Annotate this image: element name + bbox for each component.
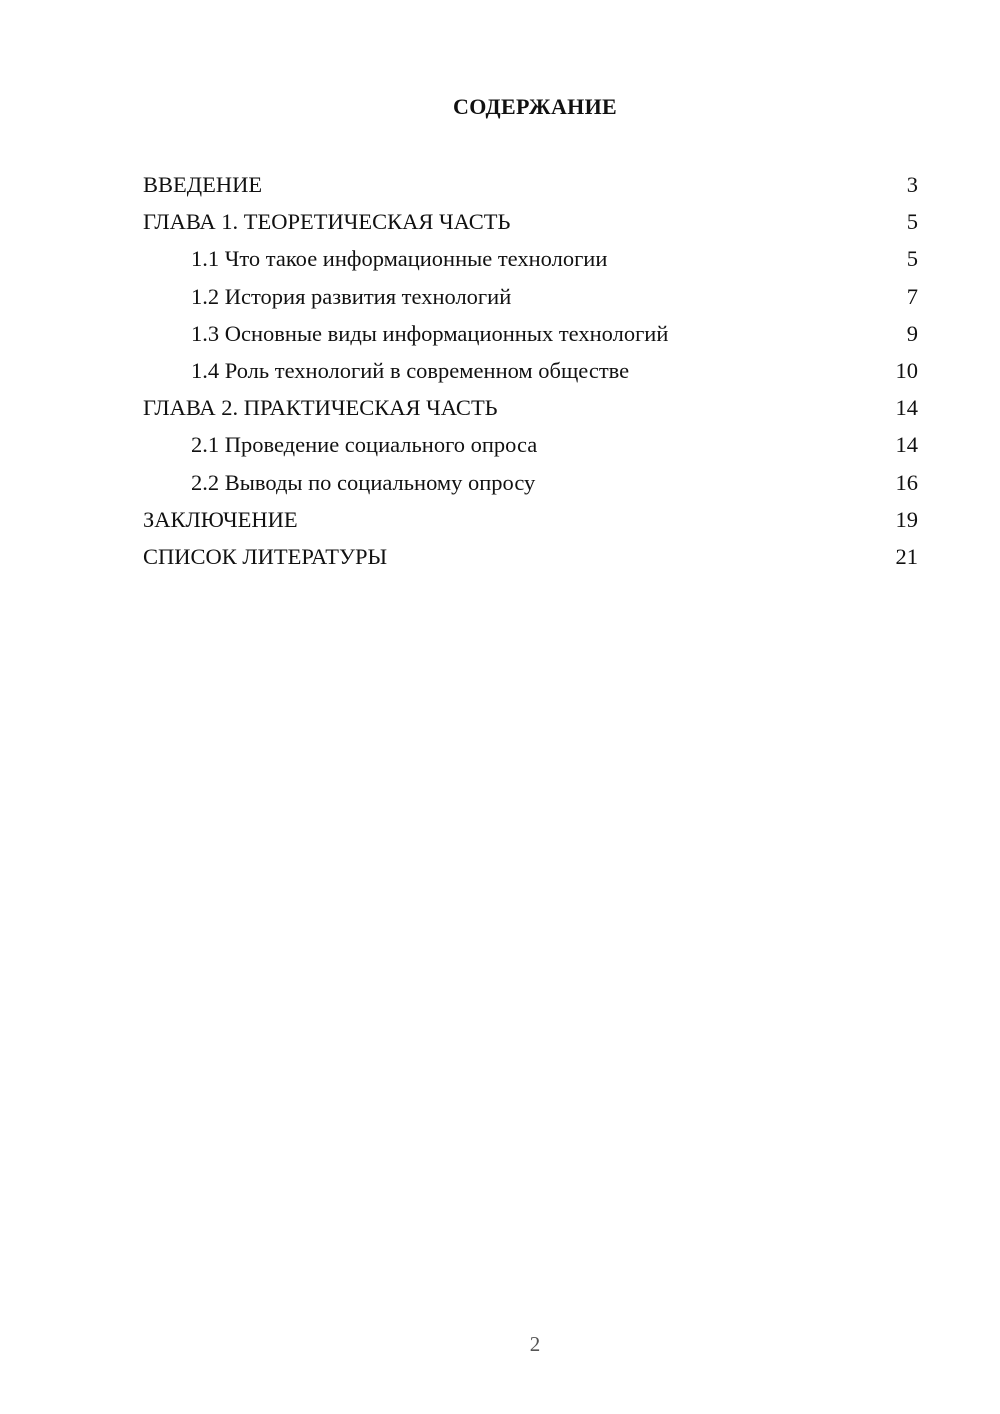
toc-entry-label: 1.2 История развития технологий	[191, 283, 512, 309]
toc-entry-page: 14	[895, 395, 918, 421]
toc-entry-page: 9	[906, 320, 918, 346]
toc-entry-section-1-1[interactable]	[143, 240, 918, 277]
toc-entry-references[interactable]	[143, 538, 918, 575]
toc-entry-page: 3	[906, 172, 918, 197]
toc-entry-section-2-1[interactable]	[143, 426, 918, 463]
toc-entry-label: 1.1 Что такое информационные технологии	[191, 246, 608, 272]
toc-entry-label: 2.2 Выводы по социальному опросу	[191, 469, 536, 495]
toc-entry-label: ГЛАВА 2. ПРАКТИЧЕСКАЯ ЧАСТЬ	[143, 395, 498, 421]
toc-entry-page: 19	[895, 506, 918, 532]
toc-entry-label: ЗАКЛЮЧЕНИЕ	[143, 506, 298, 532]
toc-entry-conclusion[interactable]	[143, 501, 918, 538]
toc-entry-label: ГЛАВА 1. ТЕОРЕТИЧЕСКАЯ ЧАСТЬ	[143, 209, 511, 235]
toc-entry-introduction[interactable]	[143, 166, 918, 203]
toc-entry-page: 5	[906, 246, 918, 272]
page-number: 2	[529, 1332, 541, 1356]
toc-entry-section-1-4[interactable]	[143, 352, 918, 389]
toc-entry-page: 10	[895, 357, 918, 383]
toc-entry-label: СПИСОК ЛИТЕРАТУРЫ	[143, 543, 388, 569]
toc-entry-page: 7	[906, 283, 918, 309]
toc-entry-chapter-1[interactable]	[143, 203, 918, 240]
toc-entry-label: ВВЕДЕНИЕ	[143, 172, 263, 197]
toc-title: СОДЕРЖАНИЕ	[453, 94, 617, 119]
toc-entry-section-2-2[interactable]	[143, 464, 918, 501]
toc-entry-section-1-2[interactable]	[143, 278, 918, 315]
toc-entry-section-1-3[interactable]	[143, 315, 918, 352]
toc-entry-page: 14	[895, 432, 918, 458]
toc-entry-page: 5	[906, 209, 918, 235]
toc-entry-page: 21	[895, 543, 918, 569]
toc-entry-chapter-2[interactable]	[143, 389, 918, 426]
toc-entry-label: 2.1 Проведение социального опроса	[191, 432, 538, 458]
toc-entry-label: 1.3 Основные виды информационных технологий	[191, 320, 669, 346]
table-of-contents	[143, 166, 918, 575]
toc-entry-page: 16	[895, 469, 918, 495]
toc-entry-label: 1.4 Роль технологий в современном обществе	[191, 357, 630, 383]
